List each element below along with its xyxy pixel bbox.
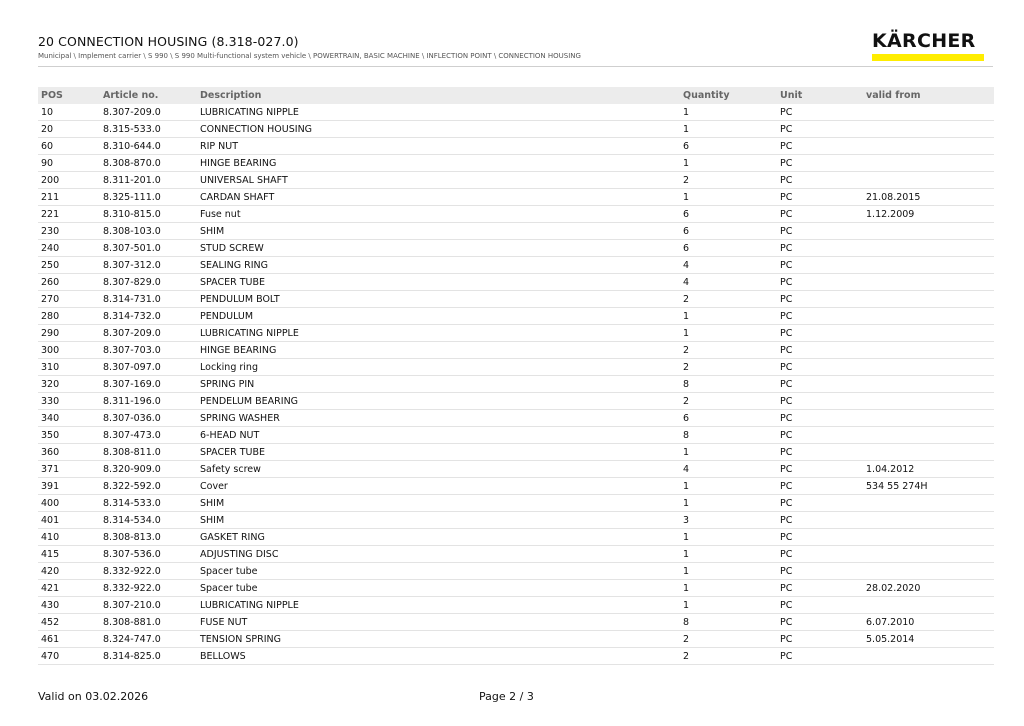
cell-unit: PC	[777, 563, 863, 580]
cell-quantity: 2	[680, 359, 777, 376]
table-row	[38, 376, 994, 393]
cell-quantity: 4	[680, 257, 777, 274]
cell-description: LUBRICATING NIPPLE	[197, 325, 680, 342]
cell-valid-from: 28.02.2020	[863, 580, 994, 597]
cell-unit: PC	[777, 291, 863, 308]
table-row	[38, 512, 994, 529]
cell-valid-from	[863, 121, 994, 138]
cell-article-no: 8.314-732.0	[100, 308, 197, 325]
cell-unit: PC	[777, 240, 863, 257]
cell-quantity: 3	[680, 512, 777, 529]
cell-quantity: 1	[680, 104, 777, 121]
cell-unit: PC	[777, 614, 863, 631]
valid-on-date: Valid on 03.02.2026	[38, 690, 149, 703]
cell-unit: PC	[777, 359, 863, 376]
cell-pos: 10	[38, 104, 100, 121]
cell-quantity: 1	[680, 478, 777, 495]
cell-unit: PC	[777, 546, 863, 563]
table-row	[38, 257, 994, 274]
cell-pos: 200	[38, 172, 100, 189]
cell-quantity: 8	[680, 376, 777, 393]
document-header	[38, 34, 988, 60]
cell-quantity: 1	[680, 308, 777, 325]
cell-quantity: 1	[680, 444, 777, 461]
table-row	[38, 138, 994, 155]
table-row	[38, 444, 994, 461]
cell-pos: 470	[38, 648, 100, 665]
cell-description: Cover	[197, 478, 680, 495]
cell-unit: PC	[777, 495, 863, 512]
cell-article-no: 8.314-731.0	[100, 291, 197, 308]
table-row	[38, 325, 994, 342]
cell-pos: 230	[38, 223, 100, 240]
cell-valid-from	[863, 546, 994, 563]
cell-unit: PC	[777, 648, 863, 665]
table-row	[38, 427, 994, 444]
cell-valid-from	[863, 393, 994, 410]
cell-valid-from	[863, 427, 994, 444]
cell-article-no: 8.307-209.0	[100, 104, 197, 121]
cell-pos: 430	[38, 597, 100, 614]
cell-quantity: 8	[680, 614, 777, 631]
cell-pos: 340	[38, 410, 100, 427]
cell-unit: PC	[777, 325, 863, 342]
cell-unit: PC	[777, 206, 863, 223]
cell-description: SPRING PIN	[197, 376, 680, 393]
breadcrumb: Municipal \ Implement carrier \ S 990 \ S 990 Multi-functional system vehicle \ POWERTRAIN, BASIC MACHINE \ INFLECTION POINT \ CONNECTION HOUSING	[38, 52, 581, 60]
cell-article-no: 8.322-592.0	[100, 478, 197, 495]
cell-description: FUSE NUT	[197, 614, 680, 631]
table-row	[38, 104, 994, 121]
table-row	[38, 240, 994, 257]
cell-quantity: 1	[680, 495, 777, 512]
cell-description: UNIVERSAL SHAFT	[197, 172, 680, 189]
cell-unit: PC	[777, 461, 863, 478]
table-row	[38, 121, 994, 138]
cell-pos: 300	[38, 342, 100, 359]
cell-description: LUBRICATING NIPPLE	[197, 104, 680, 121]
cell-pos: 20	[38, 121, 100, 138]
cell-pos: 320	[38, 376, 100, 393]
cell-unit: PC	[777, 631, 863, 648]
cell-quantity: 4	[680, 274, 777, 291]
cell-description: HINGE BEARING	[197, 155, 680, 172]
cell-article-no: 8.308-811.0	[100, 444, 197, 461]
cell-unit: PC	[777, 597, 863, 614]
cell-valid-from	[863, 172, 994, 189]
cell-valid-from: 6.07.2010	[863, 614, 994, 631]
cell-article-no: 8.332-922.0	[100, 563, 197, 580]
cell-unit: PC	[777, 410, 863, 427]
cell-unit: PC	[777, 104, 863, 121]
cell-description: SPACER TUBE	[197, 444, 680, 461]
cell-quantity: 4	[680, 461, 777, 478]
cell-pos: 415	[38, 546, 100, 563]
cell-article-no: 8.307-169.0	[100, 376, 197, 393]
cell-pos: 401	[38, 512, 100, 529]
table-row	[38, 495, 994, 512]
page-title: 20 CONNECTION HOUSING (8.318-027.0)	[38, 34, 299, 49]
cell-quantity: 6	[680, 138, 777, 155]
cell-pos: 90	[38, 155, 100, 172]
table-header-row	[38, 87, 994, 104]
table-row	[38, 223, 994, 240]
cell-valid-from	[863, 240, 994, 257]
cell-article-no: 8.311-201.0	[100, 172, 197, 189]
table-row	[38, 291, 994, 308]
table-row	[38, 580, 994, 597]
cell-quantity: 1	[680, 121, 777, 138]
cell-valid-from	[863, 308, 994, 325]
logo-text: KÄRCHER	[872, 30, 976, 52]
cell-pos: 260	[38, 274, 100, 291]
column-header-quantity: Quantity	[680, 87, 777, 104]
table-row	[38, 478, 994, 495]
table-row	[38, 308, 994, 325]
cell-valid-from	[863, 274, 994, 291]
parts-table-body	[38, 104, 994, 665]
cell-article-no: 8.307-501.0	[100, 240, 197, 257]
cell-quantity: 1	[680, 325, 777, 342]
cell-description: STUD SCREW	[197, 240, 680, 257]
cell-pos: 250	[38, 257, 100, 274]
cell-article-no: 8.314-825.0	[100, 648, 197, 665]
cell-valid-from: 5.05.2014	[863, 631, 994, 648]
cell-unit: PC	[777, 257, 863, 274]
parts-table	[38, 87, 994, 665]
table-row	[38, 155, 994, 172]
cell-pos: 211	[38, 189, 100, 206]
cell-article-no: 8.307-210.0	[100, 597, 197, 614]
header-divider	[38, 66, 993, 67]
cell-description: HINGE BEARING	[197, 342, 680, 359]
cell-unit: PC	[777, 478, 863, 495]
cell-pos: 410	[38, 529, 100, 546]
cell-article-no: 8.308-870.0	[100, 155, 197, 172]
cell-description: Fuse nut	[197, 206, 680, 223]
cell-valid-from	[863, 529, 994, 546]
table-row	[38, 631, 994, 648]
cell-valid-from	[863, 563, 994, 580]
cell-unit: PC	[777, 172, 863, 189]
cell-pos: 420	[38, 563, 100, 580]
karcher-logo	[872, 30, 984, 61]
table-row	[38, 648, 994, 665]
cell-valid-from	[863, 155, 994, 172]
cell-article-no: 8.308-103.0	[100, 223, 197, 240]
cell-description: Spacer tube	[197, 563, 680, 580]
cell-description: PENDULUM	[197, 308, 680, 325]
cell-pos: 60	[38, 138, 100, 155]
cell-description: PENDULUM BOLT	[197, 291, 680, 308]
cell-pos: 371	[38, 461, 100, 478]
table-row	[38, 342, 994, 359]
cell-unit: PC	[777, 121, 863, 138]
cell-description: GASKET RING	[197, 529, 680, 546]
cell-article-no: 8.314-533.0	[100, 495, 197, 512]
table-row	[38, 597, 994, 614]
cell-description: SPRING WASHER	[197, 410, 680, 427]
table-row	[38, 206, 994, 223]
cell-unit: PC	[777, 138, 863, 155]
cell-quantity: 1	[680, 563, 777, 580]
cell-description: TENSION SPRING	[197, 631, 680, 648]
table-row	[38, 393, 994, 410]
cell-valid-from	[863, 342, 994, 359]
cell-pos: 360	[38, 444, 100, 461]
cell-valid-from	[863, 512, 994, 529]
cell-pos: 240	[38, 240, 100, 257]
cell-quantity: 8	[680, 427, 777, 444]
cell-description: Spacer tube	[197, 580, 680, 597]
cell-quantity: 1	[680, 580, 777, 597]
cell-article-no: 8.310-815.0	[100, 206, 197, 223]
cell-article-no: 8.308-813.0	[100, 529, 197, 546]
cell-article-no: 8.311-196.0	[100, 393, 197, 410]
cell-valid-from	[863, 597, 994, 614]
column-header-pos: POS	[38, 87, 100, 104]
cell-article-no: 8.315-533.0	[100, 121, 197, 138]
table-row	[38, 563, 994, 580]
cell-valid-from	[863, 104, 994, 121]
cell-quantity: 6	[680, 240, 777, 257]
cell-valid-from: 1.04.2012	[863, 461, 994, 478]
cell-unit: PC	[777, 308, 863, 325]
cell-unit: PC	[777, 444, 863, 461]
cell-description: SEALING RING	[197, 257, 680, 274]
cell-quantity: 2	[680, 172, 777, 189]
cell-valid-from	[863, 376, 994, 393]
cell-pos: 350	[38, 427, 100, 444]
cell-unit: PC	[777, 189, 863, 206]
cell-valid-from	[863, 648, 994, 665]
cell-article-no: 8.308-881.0	[100, 614, 197, 631]
cell-valid-from	[863, 495, 994, 512]
cell-description: SHIM	[197, 223, 680, 240]
cell-pos: 290	[38, 325, 100, 342]
table-row	[38, 172, 994, 189]
cell-unit: PC	[777, 580, 863, 597]
cell-quantity: 1	[680, 546, 777, 563]
cell-article-no: 8.307-097.0	[100, 359, 197, 376]
cell-description: SHIM	[197, 512, 680, 529]
cell-valid-from	[863, 291, 994, 308]
cell-pos: 310	[38, 359, 100, 376]
cell-pos: 400	[38, 495, 100, 512]
cell-pos: 270	[38, 291, 100, 308]
cell-description: CONNECTION HOUSING	[197, 121, 680, 138]
cell-unit: PC	[777, 529, 863, 546]
table-row	[38, 529, 994, 546]
cell-valid-from	[863, 257, 994, 274]
table-row	[38, 359, 994, 376]
cell-pos: 280	[38, 308, 100, 325]
cell-quantity: 1	[680, 189, 777, 206]
cell-unit: PC	[777, 274, 863, 291]
cell-article-no: 8.320-909.0	[100, 461, 197, 478]
column-header-description: Description	[197, 87, 680, 104]
table-row	[38, 614, 994, 631]
table-row	[38, 189, 994, 206]
cell-description: CARDAN SHAFT	[197, 189, 680, 206]
column-header-valid-from: valid from	[863, 87, 994, 104]
cell-pos: 461	[38, 631, 100, 648]
cell-description: 6-HEAD NUT	[197, 427, 680, 444]
cell-quantity: 2	[680, 291, 777, 308]
cell-quantity: 6	[680, 410, 777, 427]
cell-valid-from	[863, 444, 994, 461]
cell-pos: 421	[38, 580, 100, 597]
cell-description: SHIM	[197, 495, 680, 512]
cell-description: LUBRICATING NIPPLE	[197, 597, 680, 614]
cell-article-no: 8.324-747.0	[100, 631, 197, 648]
cell-article-no: 8.325-111.0	[100, 189, 197, 206]
cell-article-no: 8.307-312.0	[100, 257, 197, 274]
page-number: Page 2 / 3	[479, 690, 534, 703]
cell-unit: PC	[777, 155, 863, 172]
table-row	[38, 274, 994, 291]
cell-article-no: 8.307-703.0	[100, 342, 197, 359]
column-header-article: Article no.	[100, 87, 197, 104]
cell-valid-from	[863, 138, 994, 155]
cell-quantity: 2	[680, 342, 777, 359]
cell-pos: 452	[38, 614, 100, 631]
cell-article-no: 8.307-209.0	[100, 325, 197, 342]
cell-description: RIP NUT	[197, 138, 680, 155]
cell-quantity: 2	[680, 631, 777, 648]
cell-description: SPACER TUBE	[197, 274, 680, 291]
table-row	[38, 546, 994, 563]
cell-description: ADJUSTING DISC	[197, 546, 680, 563]
cell-description: BELLOWS	[197, 648, 680, 665]
cell-quantity: 1	[680, 529, 777, 546]
cell-valid-from	[863, 410, 994, 427]
cell-quantity: 1	[680, 597, 777, 614]
cell-description: Safety screw	[197, 461, 680, 478]
cell-article-no: 8.307-473.0	[100, 427, 197, 444]
cell-valid-from: 1.12.2009	[863, 206, 994, 223]
cell-unit: PC	[777, 427, 863, 444]
cell-article-no: 8.307-036.0	[100, 410, 197, 427]
cell-unit: PC	[777, 342, 863, 359]
cell-article-no: 8.307-829.0	[100, 274, 197, 291]
cell-article-no: 8.314-534.0	[100, 512, 197, 529]
cell-quantity: 1	[680, 155, 777, 172]
cell-valid-from	[863, 359, 994, 376]
cell-article-no: 8.310-644.0	[100, 138, 197, 155]
cell-article-no: 8.307-536.0	[100, 546, 197, 563]
cell-valid-from: 534 55 274H	[863, 478, 994, 495]
cell-unit: PC	[777, 512, 863, 529]
cell-valid-from	[863, 223, 994, 240]
cell-quantity: 2	[680, 648, 777, 665]
logo-yellow-bar	[872, 54, 984, 61]
cell-valid-from: 21.08.2015	[863, 189, 994, 206]
cell-quantity: 2	[680, 393, 777, 410]
cell-description: Locking ring	[197, 359, 680, 376]
table-row	[38, 410, 994, 427]
cell-pos: 330	[38, 393, 100, 410]
cell-unit: PC	[777, 376, 863, 393]
cell-unit: PC	[777, 223, 863, 240]
cell-unit: PC	[777, 393, 863, 410]
cell-article-no: 8.332-922.0	[100, 580, 197, 597]
cell-pos: 391	[38, 478, 100, 495]
cell-pos: 221	[38, 206, 100, 223]
table-row	[38, 461, 994, 478]
cell-valid-from	[863, 325, 994, 342]
cell-quantity: 6	[680, 206, 777, 223]
cell-quantity: 6	[680, 223, 777, 240]
cell-description: PENDELUM BEARING	[197, 393, 680, 410]
column-header-unit: Unit	[777, 87, 863, 104]
